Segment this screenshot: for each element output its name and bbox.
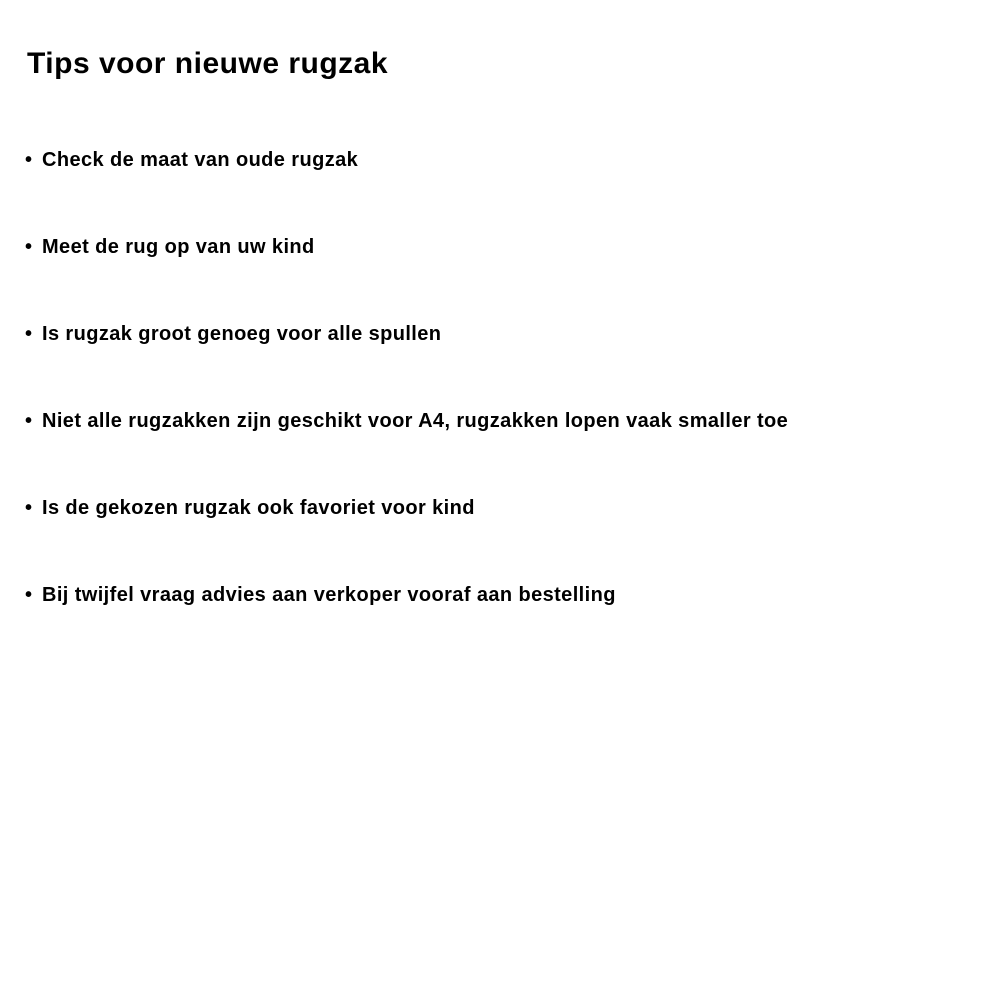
- bullet-marker: •: [25, 584, 33, 606]
- list-item-text: Check de maat van oude rugzak: [42, 149, 359, 171]
- page-title: Tips voor nieuwe rugzak: [27, 47, 389, 80]
- list-item-text: Bij twijfel vraag advies aan verkoper vooraf aan bestelling: [42, 584, 616, 606]
- bullet-marker: •: [25, 497, 33, 519]
- list-item: [25, 235, 788, 260]
- bullet-marker: •: [25, 323, 33, 345]
- bullet-marker: •: [25, 149, 33, 171]
- list-item: [25, 322, 788, 347]
- list-item: [25, 409, 788, 434]
- list-item: [25, 583, 788, 608]
- list-item-text: Meet de rug op van uw kind: [42, 236, 315, 258]
- tips-list: [25, 148, 788, 670]
- list-item-text: Niet alle rugzakken zijn geschikt voor A4, rugzakken lopen vaak smaller toe: [42, 410, 789, 432]
- list-item: [25, 496, 788, 521]
- list-item-text: Is rugzak groot genoeg voor alle spullen: [42, 323, 442, 345]
- list-item-text: Is de gekozen rugzak ook favoriet voor kind: [42, 497, 475, 519]
- bullet-marker: •: [25, 236, 33, 258]
- list-item: [25, 148, 788, 173]
- bullet-marker: •: [25, 410, 33, 432]
